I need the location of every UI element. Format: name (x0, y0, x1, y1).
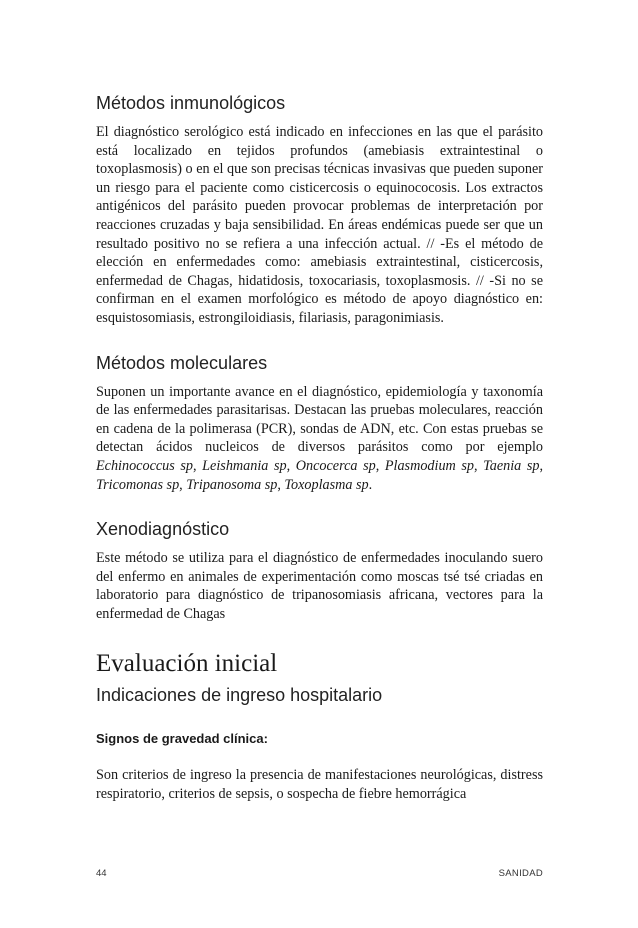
paragraph-metodos-inmunologicos: El diagnóstico serológico está indicado en infecciones en las que el parásito está localizado en tejidos profundos (amebiasis extraintestinal o toxoplasmosis) o en el que son precisas técnicas invasivas que pueden suponer un riesgo para el paciente como cisticercosis o equinococosis. Los extractos antigénicos del parásito pueden provocar problemas de interpretación por reacciones cruzadas y baja sensibilidad. En áreas endémicas puede ser que un resultado positivo no se refiera a una infección actual. // -Es el método de elección en enfermedades como: amebiasis extraintestinal, cisticercosis, enfermedad de Chagas, hidatidosis, toxocariasis, toxoplasmosis. // -Si no se confirman en el examen morfológico es método de apoyo diagnóstico en: esquistosomiasis, estrongiloidiasis, filariasis, paragonimiasis. (96, 124, 543, 326)
footer-organization: SANIDAD (498, 868, 543, 879)
heading-metodos-inmunologicos: Métodos inmunológicos (96, 93, 286, 113)
heading-xenodiagnostico: Xenodiagnóstico (96, 519, 230, 540)
moleculares-text: Suponen un importante avance en el diagnóstico, epidemiología y taxonomía de las enfermedades parasitarisas. Destacan las pruebas moleculares, reacción en cadena de la polimerasa (PCR), sondas de ADN, etc. Con estas pruebas se detectan ácidos nucleicos de diversos parásitos como por ejemplo (96, 383, 543, 456)
paragraph-metodos-moleculares: Suponen un importante avance en el diagnóstico, epidemiología y taxonomía de las enfermedades parasitarisas. Destacan las pruebas moleculares, reacción en cadena de la polimerasa (PCR), sondas de ADN, etc. Con estas pruebas se detectan ácidos nucleicos de diversos parásitos como por ejemplo Echinococcus sp, Leishmania sp, Oncocerca sp, Plasmodium sp, Taenia sp, Tricomonas sp, Tripanosoma sp, Toxoplasma sp. (96, 383, 544, 493)
paragraph-xenodiagnostico: Este método se utiliza para el diagnóstico de enfermedades inoculando suero del enfermo en animales de experimentación como moscas tsé tsé criadas en laboratorio para diagnóstico de tripanosomiasis africana, vectores para la enfermedad de Chagas (96, 550, 543, 622)
species-name: Tricomonas sp (96, 476, 180, 493)
species-name: Oncocerca sp (295, 457, 376, 474)
page-number: 44 (96, 868, 107, 879)
species-name: Taenia sp (483, 457, 540, 474)
species-name: Toxoplasma sp (284, 476, 369, 493)
species-name: Tripanosoma sp (186, 476, 278, 493)
species-name: Echinococcus sp (96, 457, 194, 474)
species-name: Plasmodium sp (384, 457, 475, 474)
paragraph-criterios-ingreso: Son criterios de ingreso la presencia de manifestaciones neurológicas, distress respiratorio, criterios de sepsis, o sospecha de fiebre hemorrágica (96, 767, 543, 803)
species-name: Leishmania sp (202, 457, 287, 474)
chapter-subtitle: Indicaciones de ingreso hospitalario (96, 685, 383, 706)
minor-heading: Signos de gravedad clínica: (96, 731, 268, 747)
page-footer (96, 868, 543, 882)
page-content (96, 92, 543, 804)
chapter-title: Evaluación inicial (96, 650, 278, 678)
heading-metodos-moleculares: Métodos moleculares (96, 352, 268, 373)
